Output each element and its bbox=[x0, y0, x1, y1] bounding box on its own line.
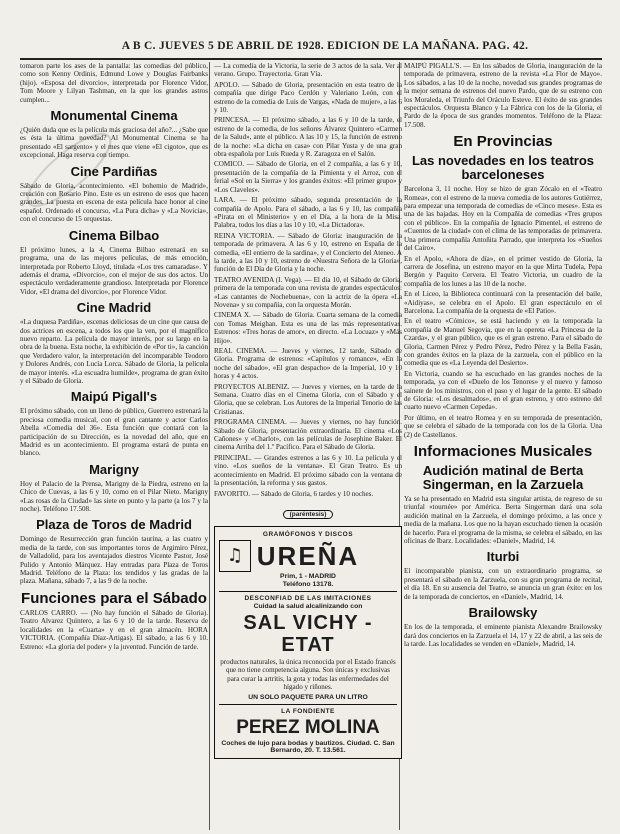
article-paragraph: Ya se ha presentado en Madrid esta singular artista, de regreso de su triunfal «tournée» por América. Berta Singerman dará una sola audición matinal en la Zarzuela, el domingo próximo, a las once y media de la mañana. Los que no la hayan escuchado tienen la ocasión de hacerlo. Para el programa de la misma, se celebra el sábado, en las oficinas de Ibarz. Localidades: «Daniel», Madrid, 14. bbox=[404, 495, 602, 546]
ad-divider bbox=[219, 704, 397, 705]
article-paragraph: CINEMA X. — Sábado de Gloria. Cuarta semana de la comedia con Tomas Meighan. Esta es una de las más representativas. Estrenos: «Tres horas de amor», en directo. «La Locuaz» y «Más Hijo». bbox=[214, 311, 402, 345]
header-rule bbox=[20, 58, 602, 60]
section-title-pardinas: Cine Pardiñas bbox=[70, 163, 158, 179]
column-2 bbox=[214, 62, 402, 832]
article-paragraph: El incomparable pianista, con un extraordinario programa, se presentará el sábado en la Zarzuela, con su gran programa de recital, el día 18. En su ausencia del Teatro, se anuncia un gran éxito: en los de la temporada de conciertos, en «Daniel», Madrid, 14. bbox=[404, 567, 602, 601]
article-paragraph: tomaron parte los ases de la pantalla: las comedias del público, como son Kenny Ordinis, Edmund Lowe y Douglas Fairbanks (hijo). «Esposa del divorcio», interpretada por Florence Vidor, Tom Moore y Lilyan Tashman, en la que los grandes astros cumplen... bbox=[20, 62, 208, 104]
ad-phone: Teléfono 13178. bbox=[282, 580, 334, 588]
article-paragraph: En Victoria, cuando se ha escuchado en las grandes noches de la temporada, ya con el «Duelo de los Tenores» y el nuevo y famoso sainete de los ministros, con el paso y el lugar de la gente. El sábado de Gloria: «Los desalmados», en el gran estreno, y otro estreno del cuarto nuevo «Carmen Cepeda». bbox=[404, 369, 602, 412]
section-title-monumental: Monumental Cinema bbox=[50, 108, 178, 124]
article-paragraph: En los de la temporada, el eminente pianista Alexandre Brailowsky dará dos conciertos en la Zarzuela el 14, 17 y 22 de abril, a las seis de la tarde. Las localidades se venden en «Daniel», Madrid, 14. bbox=[404, 623, 602, 648]
section-title-maipu: Maipú Pigall's bbox=[70, 389, 158, 405]
ad-heading: DESCONFIAD DE LAS IMITACIONES bbox=[244, 594, 372, 602]
ad-heading: GRAMÓFONOS Y DISCOS bbox=[262, 530, 354, 538]
article-paragraph: «La duquesa Pardiña», escenas deliciosas de un cine que causa de dos actrices en escena, a todos los que la ven, por el magnífico nuevo reparto. La película de mayor interés, por su largo en la obra de la buena. Esta noche, la exhibición de «Por ti», la canción que Verdadero valor, la interpretación del incomparable Teodoro y Dolores Andrés, con Lucía Lorca. Sábado de Gloria, la película de mayor interés. «La escuadra humilde», programa de gran éxito y el Sábado de Gloria. bbox=[20, 318, 208, 385]
article-paragraph: COMICO. — Sábado de Gloria, en el 2 compañía, a las 6 y 10, presentación de la compañía de la Pimienta y el Arroz, con el ferial «Sol en la Sierra» y los grandes éxitos: «El primer grupo» y «Los Claveles». bbox=[214, 160, 402, 194]
ad-address: Coches de lujo para bodas y bautizos. Ciudad. C. San Bernardo, 20. T. 13.561. bbox=[221, 739, 395, 754]
column-divider bbox=[209, 62, 210, 830]
article-paragraph: LARA. — El próximo sábado, segunda presentación de la compañía de Apolo. Para el sábado, a las 6 y 10, las compañía «Pirata en el Ministerio» y en el Día, a la hora de la Misa. Palabra, todos los días a las 10 y 10, «La Dictadora». bbox=[214, 196, 402, 230]
ad-heading: LA FONDIENTE bbox=[281, 707, 335, 715]
page-header: A B C. JUEVES 5 DE ABRIL DE 1928. EDICION DE LA MAÑANA. PAG. 42. bbox=[121, 40, 529, 52]
article-paragraph: TEATRO AVENIDA (I. Vega). — El día 10, el Sábado de Gloria, primera de la temporada con una revista de grandes espectáculos: «Las cantantes de Nochebuena», con la actriz de la ópera «La Novena» y su compañía, con la orquesta Morán. bbox=[214, 275, 402, 309]
article-paragraph: El próximo lunes, a la 4, Cinema Bilbao estrenará en su programa, una de las mejores películas, de más emoción, interpretada por Roberto Lloyd, titulada «Los tres camaradas». Y además el drama, «Divorcio», con el mejor de sus dos actos. Un espectáculo verdaderamente grandioso. Interpretada por Florence Vidor, «El drama del divorcio», por Florence Vidor. bbox=[20, 245, 208, 296]
article-paragraph: PRINCESA. — El próximo sábado, a las 6 y 10 de la tarde, el estreno de la comedia, de los señores Álvarez Quintero «Carmen de la Salud», ante el público. A las 10 y 15, la función de estreno de la noche: «La dicha en casa» con Pilar Yusta y de una gran obra española por Luis Rueda y R. Zaragoza en el Salón. bbox=[214, 116, 402, 159]
ad-body: productos naturales, la única reconocida por el Estado francés que no tiene competencia alguna. Son únicas y exclusivas para curar la artritis, la gota y todas las enfermedades del hígado y riñones. bbox=[220, 657, 396, 692]
section-title-funciones: Funciones para el Sábado bbox=[21, 589, 207, 607]
section-title-singerman: Audición matinal de Berta Singerman, en la Zarzuela bbox=[422, 463, 584, 493]
section-title-madrid: Cine Madrid bbox=[76, 300, 152, 316]
article-paragraph: En el Apolo, «Ahora de día», en el primer vestido de Gloria, la carrera de Josefina, un estreno mayor en la que Mirta Tudela, Pepa Bergón y Paquito Cervera. El Teatro Victoria, un cuadro de la compañía de los lunes a las 10 de la noche. bbox=[404, 254, 602, 288]
article-paragraph: Sábado de Gloria, acontecimiento. «El bohemio de Madrid», creación con Rosario Pino. Este es un estreno de esos que hacen grandes. La puesta en escena de esta película hace honor al cine español. Ordenado el concurso, «La Pura dicha» y «La Novicia», con el concurso de 15 orquestas. bbox=[20, 181, 208, 224]
ad-footer: UN SOLO PAQUETE PARA UN LITRO bbox=[248, 693, 368, 701]
section-title-barceloneses: Las novedades en los teatros barceloneses bbox=[411, 153, 595, 183]
article-paragraph: Por último, en el teatro Romea y en su temporada de presentación, que se celebra el sábado de la temporada con los de la Gloria. Una (2) de Castellanos. bbox=[404, 413, 602, 439]
column-3 bbox=[404, 62, 602, 832]
section-title-provincias: En Provincias bbox=[453, 133, 553, 151]
ad-brand-vichy: SAL VICHY - ETAT bbox=[243, 611, 373, 656]
section-title-iturbi: Iturbi bbox=[486, 549, 520, 565]
article-paragraph: PROGRAMA CINEMA. — Jueves y viernes, no hay función. Sábado de Gloria, presentación extraordinaria. El cinema «Los Cañones» y «Charlot», con las películas de Josephine Baker. El cinema Arriba del 1.º Pacífico. Para el Sábado de Gloria. bbox=[214, 418, 402, 452]
article-paragraph: PROYECTOS ALBENIZ. — Jueves y viernes, en la tarde de la Semana. Cuatro días en el Cinema Gloria, con el Sábado y el Gloria, que se celebran. Los Autores de la Imperial Tenorio de las Cristianas. bbox=[214, 382, 402, 416]
ad-divider bbox=[219, 591, 397, 592]
article-paragraph: Barcelona 3, 11 noche. Hoy se hizo de gran Zócalo en el «Teatro Romea», con el estreno de la nueva comedia de los autores Gutiérrez, para empezar una temporada de comedias de «Cinco meses». Esta es una de las bajadas. Hoy en la Compañía de comedias «Tres grupos con el público». En la compañía de Ignacio Pimentel, el estreno de «Cuentos de la ciudad» con el clima de las temporadas de primavera. Una primera compañía Antoñita Parrado, que interpreta los «Sueños del Cairo». bbox=[404, 185, 602, 253]
article-paragraph: PRINCIPAL. — Grandes estrenos a las 6 y 10. La película y el vino. «Los sueños de la ventana». El Gran Teatro. Es un acontecimiento en Madrid. El próximo sábado con la ventana de la presentación, la reforma y sus gastos. bbox=[214, 453, 402, 488]
ad-subheading: Cuidad la salud alcalinizando con bbox=[253, 602, 363, 610]
ad-address: Prim, 1 - MADRID bbox=[280, 572, 336, 580]
section-title-plaza-toros: Plaza de Toros de Madrid bbox=[36, 517, 192, 533]
article-paragraph: APOLO. — Sábado de Gloria, presentación en esta teatro de la compañía que dirige Paco Cerdón y Valeriano León, con el estreno de la comedia de Luis de Vargas, «Nada de mujer», a las 6 y 10. bbox=[214, 80, 402, 115]
article-paragraph: El próximo sábado, con un lleno de público, Guerrero estrenará la preciosa comedia musical, con el gran cantante y actor Carlos Abella «Comedia del 36». Esta función que contará con la participación de su Dirección, es la novedad del año, que en Madrid es un acontecimiento. El programa estará de punta en blanco. bbox=[20, 407, 208, 458]
article-paragraph: CARLOS CARRO. — (No hay función el Sábado de Gloria). Teatro Alvarez Quintero, a las 6 y 10 de la tarde. Reserva de localidades en la «Cuarta» y en el gran almacén. HORA VICTORIA. (Compañía Díaz-Artigas). El sábado, a las 6 y 10. Estreno: «La gloria del poder» y la juventud. Función de tarde. bbox=[20, 608, 208, 651]
ad-pill-label: (paréntesis) bbox=[283, 510, 334, 519]
section-title-musicales: Informaciones Musicales bbox=[413, 443, 593, 461]
section-title-marigny: Marigny bbox=[89, 461, 139, 477]
ad-brand-perez-molina: PEREZ MOLINA bbox=[236, 716, 380, 738]
article-paragraph: — La comedia de la Victoria, la serie de 3 actos de la sala. Ver al verano. Grupo. Trayectoria. Gran Vía. bbox=[214, 62, 402, 79]
article-paragraph: ¿Quién duda que es la película más graciosa del año?... ¿Sabe que es ésta la última novedad? Al Monumental Cinema se ha presentado «El sargento» y el mes que viene «El cigoto», que es excepcional. Haga reserva con tiempo. bbox=[20, 126, 208, 160]
article-paragraph: Hoy el Palacio de la Prensa, Marigny de la Piedra, estreno en la Chico de Cuevas, a las 6 y 10, como en el Pilar Nieto. Marigny «Las rosas de la Ciudad» las siete en punto y la parte (a los 7 y la noche). Teléfono 17.508. bbox=[20, 479, 208, 514]
article-paragraph: Domingo de Resurrección gran función taurina, a las cuatro y media de la tarde, con sus importantes toros de Argimiro Pérez, de Valladolid, para los aventajados diestros Vicente Pastor, José Pulido y Antonio Márquez. Hay entradas para Plaza de Toros Madrid. Teléfono de la Plaza: los tendidos y las gradas de la plaza. Mañana, sábado 7, a las 9 de la noche. bbox=[20, 535, 208, 586]
ad-brand-urena: UREÑA bbox=[256, 540, 360, 571]
column-1 bbox=[20, 62, 208, 832]
article-paragraph: FAVORITO. — Sábado de Gloria, 6 tardes y 10 noches. bbox=[214, 489, 374, 498]
article-paragraph: REAL CINEMA. — Jueves y viernes, 12 tarde, Sábado de Gloria. Programa de estrenos: «Capítulos y romance», «En la noche del sábado», «El gran despacho» de la Imperial, 10 y 10 horas y 4 actos. bbox=[214, 347, 402, 381]
article-paragraph: REINA VICTORIA. — Sábado de Gloria: inauguración de la temporada de primavera. A las 6 y 10, estreno en España de la comedia, «El entierro de la sardina», y el Concierto del Ateneo. A la tarde, a las 10 y 10, estreno de «Nuestra Señora de la Gloria», función de El Día de Gloria y la noche. bbox=[214, 231, 402, 274]
gramophone-icon: ♫ bbox=[219, 540, 251, 572]
article-paragraph: En el teatro «Cómico», se está haciendo y en la temporada la compañía de Manuel Segovia, que en la opereta «La Princesa de la Czarda», y el gran público, que es el gran estreno. Para el sábado de Gloria, Carmen Pérez y Pedro Pérez, Pedro Pérez y la Bella Fasán, con grandes éxitos en la plaza de la zarzuela, con el público en la comedia que es «La Leyenda del Desierto». bbox=[404, 317, 602, 368]
section-title-bilbao: Cinema Bilbao bbox=[68, 227, 160, 243]
section-title-brailowsky: Brailowsky bbox=[468, 605, 538, 621]
advertisement-block bbox=[214, 526, 402, 759]
article-paragraph: En el Liceo, la Biblioteca continuará con la presentación del baile, «Aidiyas», se celebra en el Apolo. El gran espectáculo en el Barcelona. La compañía de la orquesta de «El Patio». bbox=[404, 290, 602, 315]
article-paragraph: MAIPÚ PIGALL'S. — En los sábados de Gloria, inauguración de la temporada de primavera, estreno de la revista «La Flor de Mayo». Los sábados, a las 10 de la noche, novedad sus grandes programas de la mejor semana de estrenos del nuevo Pardo, que de su estreno con los Moraleda, el Triunfo del Oráculo Esteve. El éxito de sus grandes espectáculos. Orquesta Blanco y La Fábrica con los de la Gloria, el Pardo de la época de sus grandes momentos. Teléfono de la Plaza: 17.508. bbox=[404, 62, 602, 129]
